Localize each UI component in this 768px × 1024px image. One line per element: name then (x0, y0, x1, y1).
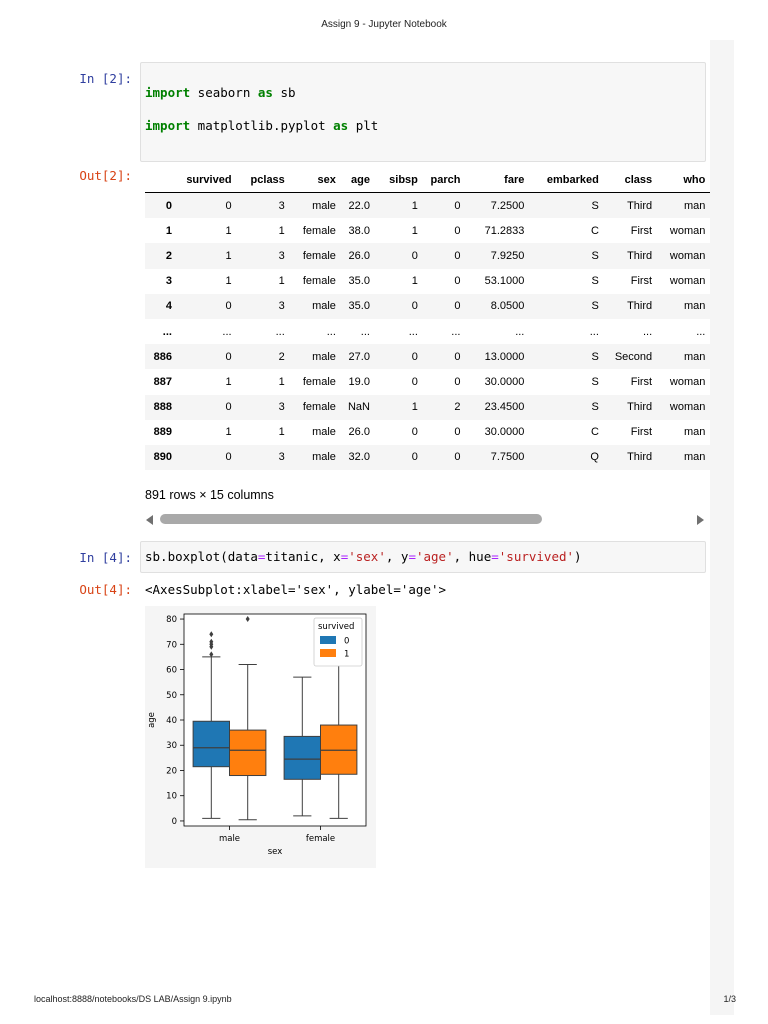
table-cell: 0 (454, 451, 461, 464)
table-cell: 53.1000 (484, 275, 525, 288)
column-header: fare (465, 168, 529, 193)
code-cell-4[interactable] (140, 541, 706, 573)
column-header: parch (423, 168, 466, 193)
table-cell: 0 (454, 275, 461, 288)
table-cell: ... (360, 325, 370, 338)
operator: = (257, 549, 266, 564)
y-axis-label: age (147, 712, 157, 728)
table-cell: 26.0 (348, 249, 370, 262)
table-cell: 1 (278, 426, 285, 439)
page-footer (0, 994, 768, 1008)
y-tick-label: 80 (166, 615, 177, 626)
table-cell: 30.0000 (484, 375, 525, 388)
table-cell: female (302, 249, 336, 262)
table-cell: ... (222, 325, 232, 338)
table-cell: 7.2500 (490, 199, 525, 212)
table-cell: First (630, 275, 653, 288)
table-cell: S (591, 375, 599, 388)
table-cell: 13.0000 (484, 350, 525, 363)
table-cell: ... (589, 325, 599, 338)
table-cell: 3 (278, 401, 285, 414)
box-1-male (230, 730, 266, 775)
table-cell: NaN (347, 401, 370, 414)
table-cell: 3 (278, 451, 285, 464)
table-cell: 38.0 (348, 224, 370, 237)
table-cell: Q (590, 451, 599, 464)
table-cell: Third (627, 300, 653, 313)
table-cell: 1 (225, 224, 232, 237)
code-token: sb.boxplot(data (145, 549, 258, 564)
keyword: as (257, 84, 273, 100)
table-cell: 0 (454, 375, 461, 388)
legend-label: 1 (344, 649, 350, 660)
table-cell: 0 (454, 350, 461, 363)
boxplot-chart (140, 606, 380, 868)
table-cell: male (312, 199, 336, 212)
output-repr-text: <AxesSubplot:xlabel='sex', ylabel='age'> (145, 582, 447, 597)
table-row (145, 445, 710, 470)
table-cell: C (590, 426, 599, 439)
table-cell: male (312, 350, 336, 363)
dataframe-table (145, 168, 710, 470)
legend-swatch-1 (320, 649, 336, 657)
x-tick-label: female (305, 834, 336, 844)
table-body (145, 193, 710, 471)
table-cell: 7.7500 (490, 451, 525, 464)
row-index: 887 (153, 375, 172, 388)
table-row (145, 395, 710, 420)
page-header-title: Assign 9 - Jupyter Notebook (321, 19, 447, 30)
table-cell: female (302, 401, 336, 414)
table-cell: female (302, 224, 336, 237)
table-row (145, 319, 710, 344)
code-cell-2[interactable] (140, 62, 706, 162)
table-cell: man (683, 451, 706, 464)
table-cell: 0 (411, 426, 418, 439)
x-axis-label: sex (267, 847, 283, 857)
table-cell: 1 (278, 275, 285, 288)
table-cell: 0 (454, 199, 461, 212)
y-tick-label: 60 (166, 665, 177, 676)
y-tick-label: 50 (166, 690, 177, 701)
table-cell: 0 (225, 451, 232, 464)
row-index: 889 (153, 426, 172, 439)
row-index: 1 (165, 224, 172, 237)
table-cell: First (630, 224, 653, 237)
table-cell: S (591, 350, 599, 363)
code-token: seaborn (190, 84, 258, 100)
column-header: who (657, 168, 710, 193)
table-row (145, 269, 710, 294)
table-cell: 0 (411, 375, 418, 388)
table-cell: 0 (225, 401, 232, 414)
table-cell: First (630, 426, 653, 439)
keyword: as (333, 117, 349, 133)
table-cell: 22.0 (348, 199, 370, 212)
box-0-female (284, 736, 320, 779)
table-cell: S (591, 199, 599, 212)
table-cell: 35.0 (348, 275, 370, 288)
row-index: 888 (153, 401, 172, 414)
table-cell: 2 (278, 350, 285, 363)
table-cell: 1 (225, 275, 232, 288)
table-cell: 1 (411, 275, 418, 288)
table-cell: 8.0500 (490, 300, 525, 313)
operator: = (491, 549, 499, 564)
table-cell: Second (614, 350, 653, 363)
input-prompt-2: In [2]: (79, 71, 132, 86)
table-cell: 0 (225, 300, 232, 313)
table-cell: ... (642, 325, 653, 338)
table-cell: 3 (278, 300, 285, 313)
keyword: import (145, 84, 191, 100)
y-tick-label: 40 (166, 716, 177, 726)
table-cell: 0 (454, 300, 461, 313)
table-cell: male (312, 426, 336, 439)
table-cell: ... (696, 325, 706, 338)
dataframe-shape: 891 rows × 15 columns (145, 488, 274, 502)
table-cell: 1 (225, 249, 232, 262)
operator: = (340, 549, 349, 564)
table-cell: 19.0 (348, 375, 370, 388)
table-cell: 1 (411, 199, 418, 212)
row-index: 0 (165, 199, 172, 212)
table-cell: S (591, 275, 599, 288)
code-line-blank (145, 151, 701, 163)
table-cell: 35.0 (348, 300, 370, 313)
table-cell: 1 (225, 426, 232, 439)
table-cell: S (591, 401, 599, 414)
table-cell: 1 (278, 375, 285, 388)
table-cell: 0 (411, 300, 418, 313)
table-cell: man (683, 300, 706, 313)
table-cell: 3 (278, 199, 285, 212)
code-token: ) (574, 549, 582, 564)
table-row (145, 294, 710, 319)
row-index: 3 (165, 275, 172, 288)
table-row (145, 369, 710, 394)
output-prompt-2: Out[2]: (79, 168, 132, 183)
table-cell: 0 (225, 350, 232, 363)
table-cell: First (630, 375, 653, 388)
table-cell: 7.9250 (490, 249, 525, 262)
table-cell: male (312, 451, 336, 464)
table-cell: ... (275, 325, 285, 338)
code-token: titanic, x (265, 549, 341, 564)
table-cell: Third (627, 401, 653, 414)
table-cell: ... (451, 325, 461, 338)
table-cell: 30.0000 (484, 426, 525, 439)
horizontal-scrollbar[interactable] (145, 512, 705, 526)
scrollbar-thumb[interactable] (160, 514, 542, 524)
table-cell: 23.4500 (484, 401, 525, 414)
table-cell: woman (669, 224, 706, 237)
y-tick-label: 70 (166, 640, 177, 651)
table-cell: ... (326, 325, 336, 338)
column-header: embarked (529, 168, 604, 193)
box-0-male (193, 721, 229, 766)
table-cell: Third (627, 199, 653, 212)
string-literal: 'sex' (348, 549, 386, 564)
table-cell: ... (515, 325, 525, 338)
string-literal: 'age' (415, 549, 454, 564)
table-row (145, 193, 710, 219)
y-tick-label: 20 (166, 766, 177, 777)
scroll-left-icon[interactable] (146, 515, 153, 525)
table-header-row (145, 168, 710, 193)
table-cell: 0 (411, 350, 418, 363)
x-tick-label: male (218, 834, 241, 844)
legend-swatch-0 (320, 636, 336, 644)
code-token: , hue (453, 549, 492, 564)
table-cell: male (312, 300, 336, 313)
row-index: ... (162, 325, 172, 338)
dataframe-output (145, 168, 710, 470)
table-cell: woman (669, 249, 706, 262)
table-cell: 3 (278, 249, 285, 262)
table-cell: 32.0 (348, 451, 370, 464)
output-prompt-4: Out[4]: (79, 582, 132, 597)
table-row (145, 243, 710, 268)
row-index: 2 (165, 249, 172, 262)
table-cell: 0 (454, 224, 461, 237)
code-line (145, 85, 701, 102)
footer-url: localhost:8888/notebooks/DS LAB/Assign 9.ipynb (34, 994, 232, 1004)
table-cell: 27.0 (348, 350, 370, 363)
table-cell: C (590, 224, 599, 237)
table-cell: man (683, 350, 706, 363)
row-index: 890 (153, 451, 172, 464)
column-header: sibsp (375, 168, 423, 193)
legend-title: survived (318, 622, 355, 632)
table-cell: S (591, 300, 599, 313)
table-cell: female (302, 275, 336, 288)
table-cell: 0 (225, 199, 232, 212)
table-cell: Third (627, 249, 653, 262)
string-literal: 'survived' (498, 549, 575, 564)
table-cell: 0 (411, 451, 418, 464)
table-cell: female (302, 375, 336, 388)
right-margin-strip (710, 40, 734, 1015)
box-1-female (321, 725, 357, 774)
y-tick-label: 30 (166, 741, 177, 752)
table-row (145, 420, 710, 445)
table-cell: Third (627, 451, 653, 464)
table-cell: 71.2833 (484, 224, 525, 237)
column-header: sex (290, 168, 341, 193)
column-header: class (604, 168, 657, 193)
table-cell: S (591, 249, 599, 262)
table-cell: woman (669, 275, 706, 288)
column-header (145, 168, 177, 193)
code-token: , y (385, 549, 409, 564)
scroll-right-icon[interactable] (697, 515, 704, 525)
y-tick-label: 0 (171, 816, 177, 827)
code-token: matplotlib.pyplot (190, 117, 334, 133)
code-line (145, 118, 701, 135)
row-index: 4 (165, 300, 172, 313)
table-cell: woman (669, 375, 706, 388)
input-prompt-4: In [4]: (79, 550, 132, 565)
table-row (145, 344, 710, 369)
table-cell: ... (408, 325, 418, 338)
table-cell: man (683, 426, 706, 439)
table-cell: 2 (454, 401, 461, 414)
table-cell: 26.0 (348, 426, 370, 439)
column-header: pclass (237, 168, 290, 193)
keyword: import (145, 117, 191, 133)
column-header: survived (177, 168, 237, 193)
code-token: plt (348, 117, 379, 133)
table-cell: man (683, 199, 706, 212)
column-header: age (341, 168, 375, 193)
table-cell: 1 (411, 401, 418, 414)
table-cell: 1 (225, 375, 232, 388)
table-cell: 0 (454, 249, 461, 262)
table-cell: 1 (278, 224, 285, 237)
legend-label: 0 (344, 636, 350, 647)
y-tick-label: 10 (166, 791, 177, 802)
table-cell: 0 (454, 426, 461, 439)
table-cell: 0 (411, 249, 418, 262)
table-cell: woman (669, 401, 706, 414)
footer-page-number: 1/3 (723, 994, 736, 1004)
code-token: sb (272, 84, 296, 100)
operator: = (408, 549, 416, 564)
table-row (145, 218, 710, 243)
table-cell: 1 (411, 224, 418, 237)
row-index: 886 (153, 350, 172, 363)
